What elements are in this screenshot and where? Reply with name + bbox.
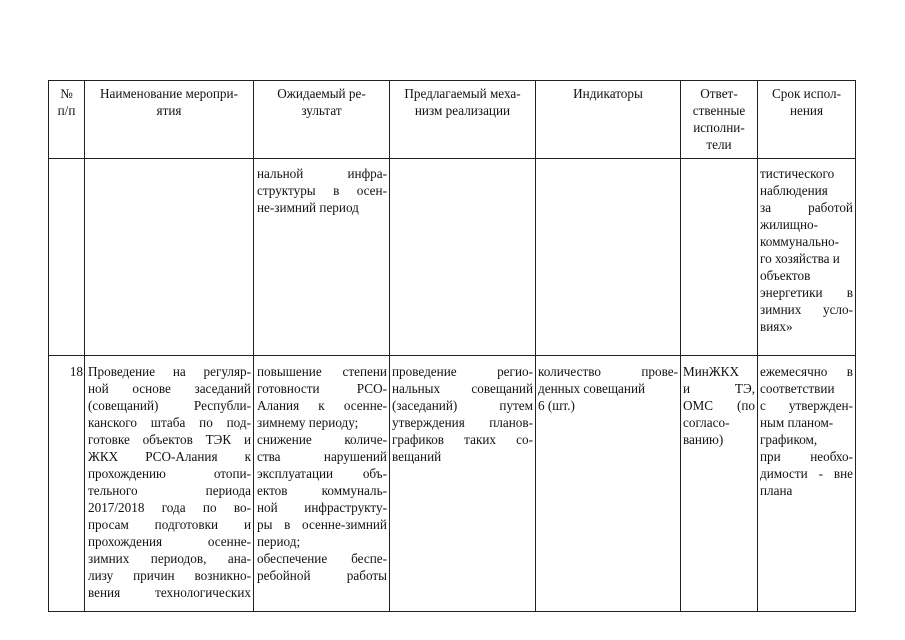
column-divider bbox=[757, 81, 758, 611]
column-divider bbox=[680, 81, 681, 611]
header-indicators: Индикаторы bbox=[573, 86, 643, 101]
row-18-mechanism: проведение регио- нальных совещаний (заседаний) путем утверждения планов- графиков таких со- вещаний bbox=[392, 364, 533, 464]
header-deadline: Срок испол- нения bbox=[771, 86, 842, 118]
row-18-indicators: количество прове- денных совещаний 6 (шт.) bbox=[538, 364, 678, 413]
prev-row-result: нальной инфра- структуры в осен- не-зимний период bbox=[257, 166, 387, 215]
header-mechanism: Предлагаемый меха- низм реализации bbox=[404, 86, 521, 118]
header-responsible: Ответ- ственные исполни- тели bbox=[692, 86, 746, 152]
column-divider bbox=[84, 81, 85, 611]
column-divider bbox=[535, 81, 536, 611]
column-divider bbox=[253, 81, 254, 611]
row-18-responsible: МинЖКХ и ТЭ, ОМС (по согласо- ванию) bbox=[683, 364, 755, 447]
row-18-name: Проведение на регуляр- ной основе заседаний (совещаний) Республи- канского штаба по под- готовке объектов ТЭК и ЖКХ РСО-Алания к прохождению отопи- тельного периода 2017/2018 года по во- просам подготовки и прохождения осенне- зимних периодов, ана- лизу причин возникно- вения технологических bbox=[88, 364, 251, 600]
row-18-num: 18 bbox=[69, 364, 83, 379]
prev-row-deadline: тистического наблюдения за работой жилищно- коммунально- го хозяйства и объектов энергетики в зимних усло- виях» bbox=[760, 166, 853, 334]
row-18-result: повышение степени готовности РСО- Алания к осенне- зимнему периоду; снижение количе- ства нарушений эксплуатации объ- ектов коммуналь- ной инфраструкту- ры в осенне-зимний период; обеспечение беспе- ребойной работы bbox=[257, 364, 387, 583]
row-18-deadline: ежемесячно в соответствии с утвержден- ным планом- графиком, при необхо- димости - вне плана bbox=[760, 364, 853, 498]
header-name: Наименование меропри- ятия bbox=[100, 86, 238, 118]
header-divider bbox=[49, 158, 855, 159]
measures-table bbox=[48, 80, 856, 612]
header-result: Ожидаемый ре- зультат bbox=[277, 86, 366, 118]
row-divider bbox=[49, 355, 855, 356]
column-divider bbox=[389, 81, 390, 611]
header-num: № п/п bbox=[57, 86, 76, 118]
